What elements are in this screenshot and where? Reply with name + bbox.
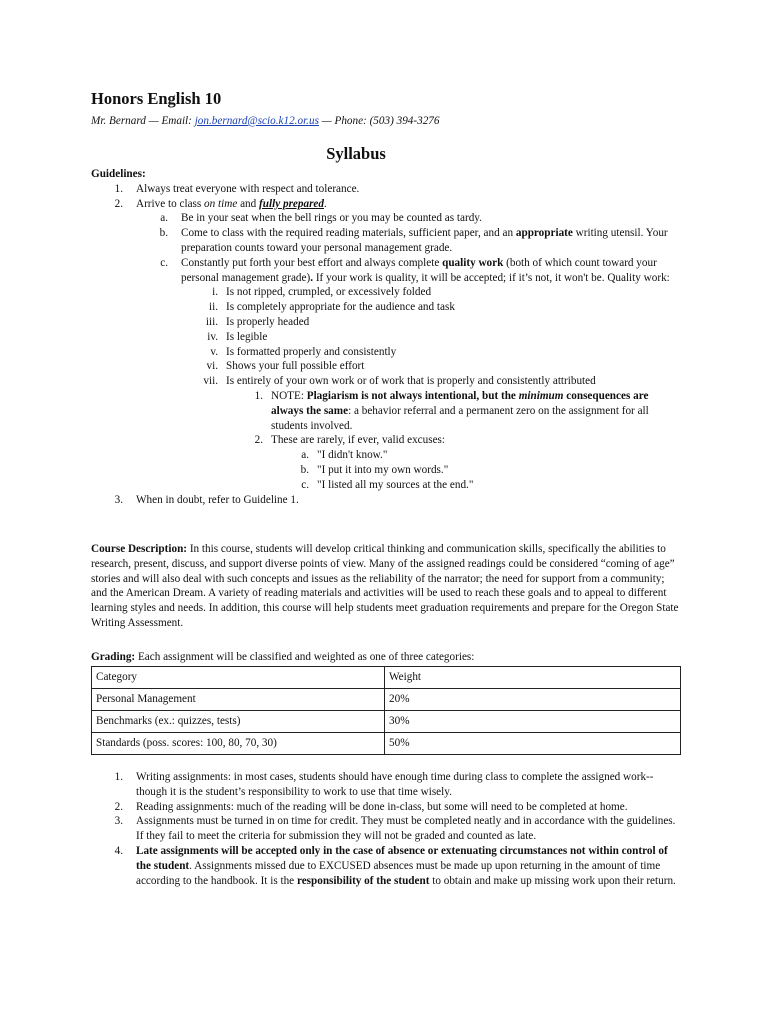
course-description [91, 542, 681, 631]
list-marker: i. [212, 286, 218, 299]
list-marker: 4. [114, 844, 123, 857]
minimum-emphasis: minimum [518, 389, 564, 402]
assignment-rules [91, 770, 681, 888]
course-title: Honors English 10 [91, 89, 222, 108]
guideline-text: and [237, 197, 260, 210]
list-marker: 1. [114, 182, 123, 195]
table-cell: 30% [385, 711, 681, 733]
sub-item [91, 226, 681, 256]
plagiarism-emphasis: Plagiarism is not always intentional, but the [306, 389, 519, 402]
sub-item-text: If your work is quality, it will be accepted; if it’s not, it won't be. Quality work: [313, 271, 670, 284]
rule-text: to obtain and make up missing work upon their return. [429, 874, 676, 887]
table-row [92, 733, 681, 755]
responsibility-emphasis: responsibility of the student [296, 874, 430, 887]
syllabus-heading: Syllabus [326, 144, 386, 163]
list-marker: 2. [114, 800, 123, 813]
plagiarism-note [91, 389, 681, 433]
sub-item-text: Constantly put forth your best effort and always complete [181, 256, 443, 269]
header-category: Category [92, 667, 385, 689]
list-marker: b. [300, 463, 309, 476]
note-text: NOTE: [271, 389, 307, 402]
grading-text: Each assignment will be classified and weighted as one of three categories: [135, 651, 475, 663]
header-weight: Weight [385, 667, 681, 689]
list-marker: 2. [114, 197, 123, 210]
rule-item [91, 800, 681, 815]
email-link[interactable]: jon.bernard@scio.k12.or.us [194, 115, 319, 127]
sub-item-text: . [310, 271, 314, 284]
grading-intro [91, 650, 681, 665]
grading-table [91, 666, 681, 755]
guideline-item [91, 182, 681, 197]
excuse-item [91, 448, 681, 463]
excuse-text: "I listed all my sources at the end." [317, 478, 474, 491]
roman-item [91, 359, 681, 374]
table-row [92, 689, 681, 711]
sub-item-text: writing utensil. Your preparation counts toward your personal management grade. [181, 227, 668, 254]
table-cell: 50% [385, 733, 681, 755]
fully-prepared-emphasis: fully prepared [259, 197, 324, 210]
excuses-text: These are rarely, if ever, valid excuses: [271, 434, 446, 447]
list-marker: 3. [114, 493, 123, 506]
course-description-label: Course Description: [91, 543, 188, 555]
roman-item [91, 300, 681, 315]
table-cell: Personal Management [92, 689, 385, 711]
rule-text: Reading assignments: much of the reading will be done in-class, but some will need to be completed at home. [136, 800, 628, 813]
list-marker: 2. [254, 434, 263, 447]
guidelines-heading: Guidelines: [91, 168, 146, 180]
roman-item-text: Is formatted properly and consistently [226, 345, 397, 358]
roman-item-text: Is legible [226, 330, 268, 343]
roman-item [91, 374, 681, 389]
list-marker: c. [301, 478, 309, 491]
course-description-text: In this course, students will develop critical thinking and communication skills, specifically the abilities to research, present, discuss, and support diverse points of view. Many of the assigned readings could be considered “coming of age” stories and will also deal with such concepts and issues as the reliability of the narrator; the need for support from a community; and the American Dream. A variety of reading materials and activities will be used to reach these goals and to appeal to different learning styles and needs. In addition, this course will help students meet graduation requirements and prepare for the Oregon State Writing Assessment. [91, 543, 679, 629]
list-marker: v. [210, 345, 218, 358]
list-marker: 1. [114, 771, 123, 783]
rule-item [91, 770, 681, 800]
note-text: : a behavior referral and a permanent zero on the assignment for all students involved. [271, 404, 649, 432]
guidelines-section [91, 167, 681, 507]
list-marker: 3. [114, 815, 123, 828]
guideline-text: . [324, 197, 327, 210]
roman-item-text: Is properly headed [226, 315, 310, 328]
excuse-item [91, 478, 681, 493]
list-marker: iii. [205, 315, 218, 328]
contact-line [91, 114, 440, 129]
on-time-emphasis: on time [204, 197, 238, 210]
list-marker: a. [301, 449, 309, 462]
table-row [92, 711, 681, 733]
list-marker: vi. [206, 360, 218, 373]
list-marker: iv. [207, 330, 218, 343]
excuse-text: "I didn't know." [317, 449, 388, 462]
roman-item-text: Shows your full possible effort [226, 360, 365, 373]
table-cell: 20% [385, 689, 681, 711]
roman-item [91, 345, 681, 360]
list-marker: a. [160, 212, 168, 225]
roman-item-text: Is entirely of your own work or of work that is properly and consistently attributed [226, 375, 596, 388]
grading-label: Grading: [91, 651, 136, 663]
quality-work-emphasis: quality work [442, 256, 504, 269]
guideline-item [91, 197, 681, 212]
table-cell: Standards (poss. scores: 100, 80, 70, 30) [92, 733, 385, 755]
table-header-row [92, 667, 681, 689]
sub-item-text: Come to class with the required reading materials, sufficient paper, and an [181, 227, 516, 240]
contact-prefix: Mr. Bernard — Email: [91, 115, 195, 127]
rule-text: Assignments must be turned in on time for credit. They must be completed neatly and in accordance with the guidelines. If they fail to meet the criteria for submission they will not be graded and counted as late. [136, 815, 676, 843]
list-marker: 1. [254, 389, 263, 402]
rule-item [91, 814, 681, 844]
list-marker: b. [159, 227, 168, 240]
table-cell: Benchmarks (ex.: quizzes, tests) [92, 711, 385, 733]
sub-item [91, 256, 681, 286]
list-marker: c. [160, 256, 168, 269]
rule-text: . Assignments missed due to EXCUSED absences must be made up upon returning in the amount of time according to the handbook. It is the [136, 859, 661, 887]
roman-item [91, 330, 681, 345]
list-marker: vii. [203, 375, 218, 388]
sub-item-text: Be in your seat when the bell rings or you may be counted as tardy. [181, 212, 482, 225]
roman-item-text: Is not ripped, crumpled, or excessively folded [226, 286, 432, 299]
appropriate-emphasis: appropriate [515, 227, 573, 240]
roman-item [91, 315, 681, 330]
excuses-item [91, 433, 681, 448]
guideline-text: Always treat everyone with respect and tolerance. [136, 182, 360, 195]
roman-item-text: Is completely appropriate for the audience and task [226, 301, 455, 314]
guideline-text: When in doubt, refer to Guideline 1. [136, 493, 299, 506]
late-policy-emphasis: Late assignments will be accepted only in the case of absence or extenuating circumstances not within control of the student [136, 844, 668, 872]
excuse-item [91, 463, 681, 478]
plagiarism-emphasis: consequences are always the same [271, 389, 649, 417]
list-marker: ii. [208, 301, 218, 314]
sub-item [91, 211, 681, 226]
sub-item-text: (both of which count toward your personal management grade) [181, 256, 657, 284]
roman-item [91, 285, 681, 300]
contact-suffix: — Phone: (503) 394-3276 [318, 115, 440, 127]
rule-item [91, 844, 681, 888]
guideline-text: Arrive to class [136, 197, 205, 210]
rule-text: Writing assignments: in most cases, students should have enough time during class to complete the assigned work--though it is the student’s responsibility to work to use that time wisely. [136, 771, 654, 798]
excuse-text: "I put it into my own words." [317, 463, 449, 476]
guideline-item [91, 493, 681, 508]
